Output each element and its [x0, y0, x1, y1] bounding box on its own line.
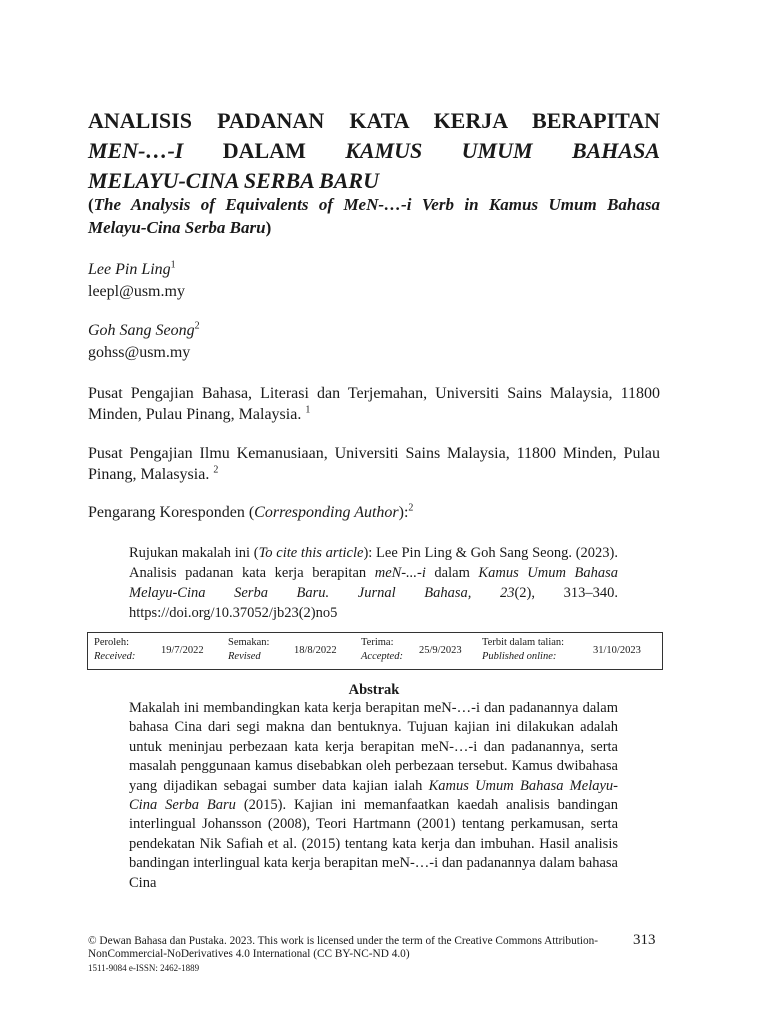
published-label: Terbit dalam talian: Published online: — [482, 637, 565, 662]
article-title — [88, 106, 660, 196]
received-date: 19/7/2022 — [161, 645, 204, 656]
english-title-text: The Analysis of Equivalents of MeN-…-i Verb in Kamus Umum Bahasa Melayu-Cina Serba Baru — [88, 195, 660, 237]
title-line-2 — [88, 136, 660, 166]
license-footer: © Dewan Bahasa dan Pustaka. 2023. This work is licensed under the term of the Creative Commons Attribution-NonCommercial-NoDerivatives 4.0 International (CC BY-NC-ND 4.0) — [88, 935, 599, 960]
accepted-label: Terima: Accepted: — [361, 637, 403, 662]
author-1-sup: 1 — [170, 259, 176, 271]
abstract-heading: Abstrak — [348, 682, 400, 698]
title-affix: MEN-…-I — [88, 138, 184, 163]
title-line-3: MELAYU-CINA SERBA BARU — [88, 168, 379, 193]
author-2-name: Goh Sang Seong — [88, 322, 195, 339]
affiliation-1: Pusat Pengajian Bahasa, Literasi dan Terjemahan, Universiti Sains Malaysia, 11800 Minden, Pulau Pinang, Malaysia. $^1$ — [88, 385, 660, 423]
received-label: Peroleh: Received: — [94, 637, 136, 662]
title-line-1: ANALISIS PADANAN KATA KERJA BERAPITAN — [88, 108, 660, 133]
citation-doi[interactable]: (2), 313–340. https://doi.org/10.37052/jb23(2)no5 — [129, 585, 618, 621]
title-connector: DALAM — [183, 138, 346, 163]
author-1 — [88, 259, 660, 303]
corresponding-author: Pengarang Koresponden (Corresponding Author):$^2$ — [88, 502, 414, 521]
revised-date: 18/8/2022 — [294, 645, 337, 656]
abstract-body: Makalah ini membandingkan kata kerja berapitan meN-…-i dan padanannya dalam bahasa Cina dari segi makna dan bentuknya. Tujuan kajian ini dilakukan adalah untuk meninjau perbezaan kata kerja berapitan meN-…-i dan padanannya, serta masalah penggunaan kamus disebabkan oleh perbezaan tersebut. Kamus dwibahasa yang dijadikan sebagai sumber data kajian ialah Kamus Umum Bahasa Melayu-Cina Serba Baru (2015). Kajian ini memanfaatkan kaedah analisis bandingan interlingual Johansson (2008), Teori Hartmann (2001) tentang perkamusan, serta pendekatan Nik Safiah et al. (2015) tentang kata kerja dan imbuhan. Hasil analisis bandingan interlingual kata kerja berapitan meN-…-i dan padanannya dalam bahasa Cina — [129, 700, 618, 891]
dates-box — [87, 632, 663, 670]
revised-label: Semakan: Revised — [228, 637, 270, 662]
author-2-sup: 2 — [194, 320, 200, 332]
affiliation-2: Pusat Pengajian Ilmu Kemanusiaan, Universiti Sains Malaysia, 11800 Minden, Pulau Pinang, Malasysia. $^2$ — [88, 445, 660, 483]
author-1-email[interactable]: leepl@usm.my — [88, 283, 185, 300]
author-2 — [88, 320, 660, 364]
citation-block: Rujukan makalah ini (To cite this article): Lee Pin Ling & Goh Sang Seong. (2023). Analisis padanan kata kerja berapitan meN-...-i dalam Kamus Umum Bahasa Melayu-Cina Serba Baru. Jurnal Bahasa, 23(2), 313–340. https://doi.org/10.37052/jb23(2)no5 — [129, 545, 618, 621]
title-dictionary-part1: KAMUS UMUM BAHASA — [345, 138, 660, 163]
accepted-date: 25/9/2023 — [419, 645, 462, 656]
author-1-name: Lee Pin Ling — [88, 261, 171, 278]
author-2-email[interactable]: gohss@usm.my — [88, 344, 191, 361]
english-title: (The Analysis of Equivalents of MeN-…-i Verb in Kamus Umum Bahasa Melayu-Cina Serba Baru) — [88, 195, 660, 237]
page-number: 313 — [633, 932, 656, 948]
published-date: 31/10/2023 — [593, 645, 641, 656]
issn-line: 1511-9084 e-ISSN: 2462-1889 — [88, 963, 200, 973]
